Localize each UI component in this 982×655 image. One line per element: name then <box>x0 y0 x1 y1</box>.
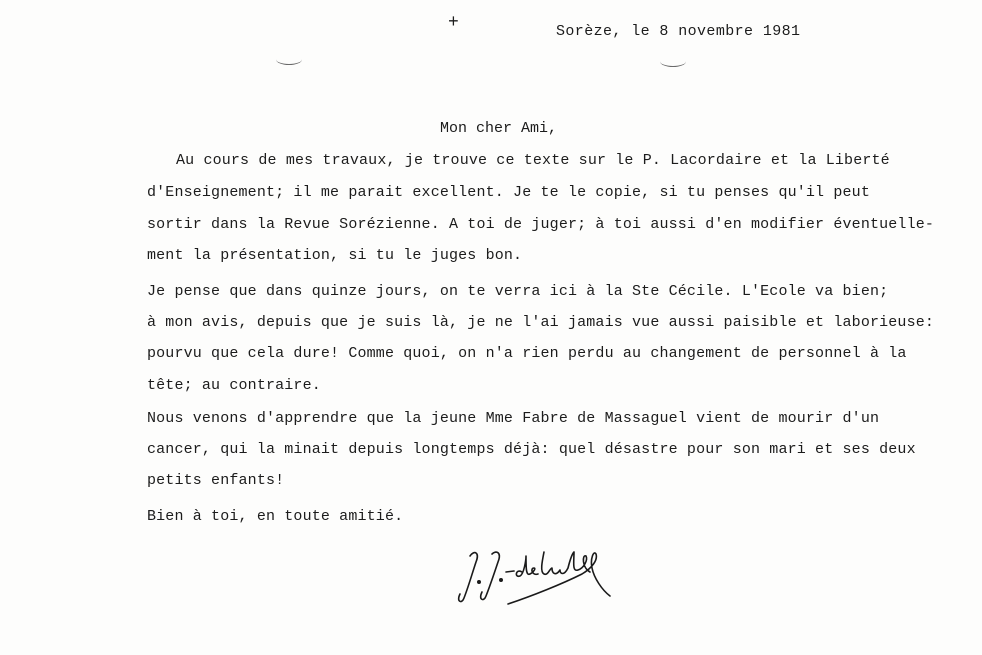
salutation: Mon cher Ami, <box>440 120 558 137</box>
body-line: sortir dans la Revue Sorézienne. A toi de juger; à toi aussi d'en modifier éventuelle- <box>147 216 935 233</box>
body-line: petits enfants! <box>147 472 285 489</box>
punch-hole-mark-left <box>276 54 302 65</box>
body-line: cancer, qui la minait depuis longtemps déjà: quel désastre pour son mari et ses deux <box>147 441 916 458</box>
punch-hole-mark-right <box>660 56 686 67</box>
handwritten-signature <box>452 538 622 618</box>
body-line: ment la présentation, si tu le juges bon. <box>147 247 523 264</box>
body-line: tête; au contraire. <box>147 377 321 394</box>
body-line: pourvu que cela dure! Comme quoi, on n'a rien perdu au changement de personnel à la <box>147 345 907 362</box>
closing-line: Bien à toi, en toute amitié. <box>147 508 404 525</box>
dateline: Sorèze, le 8 novembre 1981 <box>556 23 801 40</box>
mark-plus: + <box>448 13 459 33</box>
body-line: Je pense que dans quinze jours, on te verra ici à la Ste Cécile. L'Ecole va bien; <box>147 283 889 300</box>
body-line: Nous venons d'apprendre que la jeune Mme Fabre de Massaguel vient de mourir d'un <box>147 410 880 427</box>
body-line: à mon avis, depuis que je suis là, je ne l'ai jamais vue aussi paisible et laborieuse: <box>147 314 935 331</box>
body-line: d'Enseignement; il me parait excellent. Je te le copie, si tu penses qu'il peut <box>147 184 870 201</box>
body-line: Au cours de mes travaux, je trouve ce texte sur le P. Lacordaire et la Liberté <box>176 152 890 169</box>
